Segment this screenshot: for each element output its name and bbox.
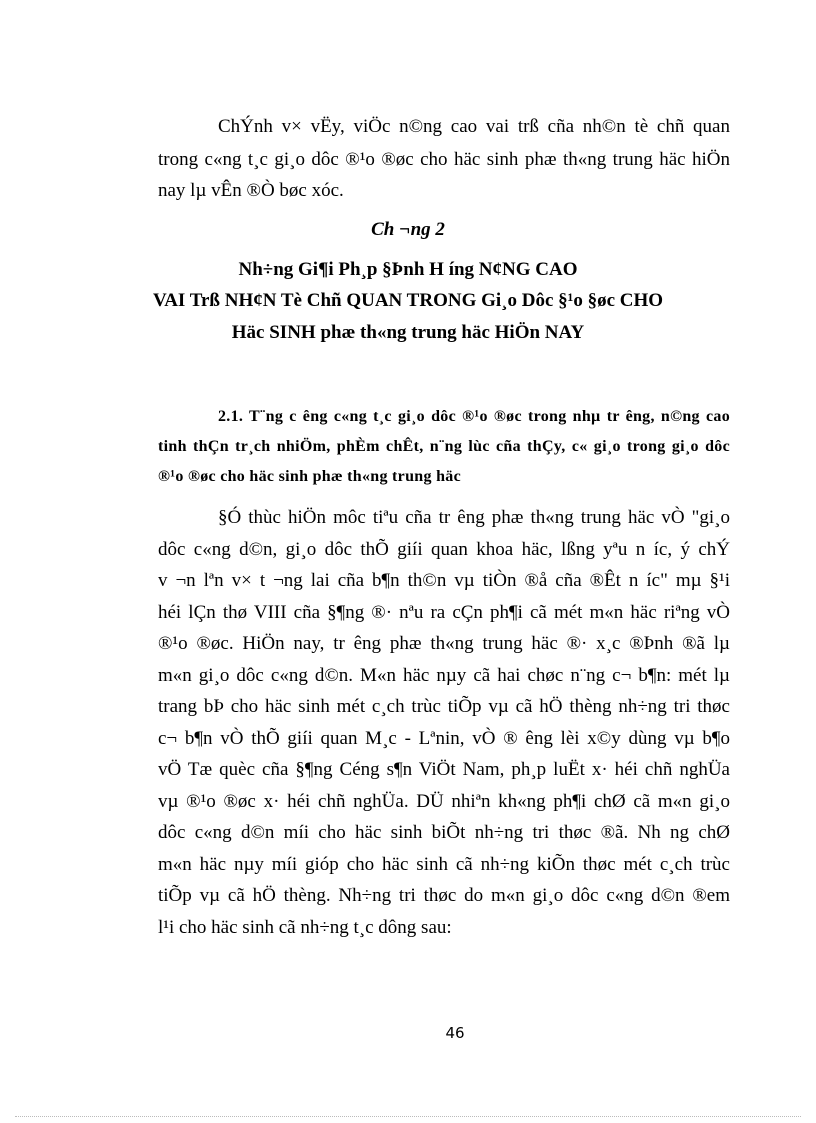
text-line: l¹i cho häc sinh cã nh÷ng t¸c dông sau: — [158, 916, 452, 938]
text-line: ®¹o ®øc. HiÖn nay, tr êng phæ th«ng trung häc ®· x¸c ®Þnh ®ã lµ — [158, 633, 730, 654]
text-line: c¬ b¶n vÒ thÕ giíi quan M¸c - Lªnin, vÒ ® êng lèi x©y dùng vµ b¶o — [158, 727, 730, 749]
page-boundary-divider — [15, 1116, 801, 1117]
chapter-title-line: VAI Trß NH¢N Tè Chñ QUAN TRONG Gi¸o Dôc §¹o §øc CHO — [152, 290, 664, 311]
text-line: m«n gi¸o dôc c«ng d©n. M«n häc nµy cã hai chøc n¨ng c¬ b¶n: mét lµ — [158, 664, 730, 686]
text-line: v ¬n lªn v× t ¬ng lai cña b¶n th©n vµ tiÒn ®å cña ®Êt n íc" mµ §¹i — [158, 570, 730, 591]
text-line: trong c«ng t¸c gi¸o dôc ®¹o ®øc cho häc sinh phæ th«ng trung häc hiÖn — [158, 149, 730, 170]
section-heading-line: ®¹o ®øc cho häc sinh phæ th«ng trung häc — [158, 468, 461, 485]
chapter-title-line: Häc SINH phæ th«ng trung häc HiÖn NAY — [231, 322, 585, 343]
section-heading-line: 2.1. T¨ng c êng c«ng t¸c gi¸o dôc ®¹o ®øc trong nhµ tr êng, n©ng cao — [218, 408, 730, 425]
page-number: 46 — [445, 1024, 465, 1042]
chapter-title-line: Nh÷ng Gi¶i Ph¸p §Þnh H íng N¢NG CAO — [238, 259, 578, 280]
text-line: nay lµ vÊn ®Ò bøc xóc. — [158, 180, 344, 201]
text-line: m«n häc nµy míi gióp cho häc sinh cã nh÷ng kiÕn thøc mét c¸ch trùc — [158, 853, 730, 875]
text-line: tiÕp vµ cã hÖ thèng. Nh÷ng tri thøc do m«n gi¸o dôc c«ng d©n ®em — [158, 885, 730, 906]
text-line: ChÝnh v× vËy, viÖc n©ng cao vai trß cña nh©n tè chñ quan — [218, 116, 730, 137]
text-line: dôc c«ng d©n míi cho häc sinh biÕt nh÷ng tri thøc ®ã. Nh ng chØ — [158, 822, 730, 843]
chapter-label: Ch ¬ng 2 — [371, 219, 445, 240]
text-line: §Ó thùc hiÖn môc tiªu cña tr êng phæ th«ng trung häc vÒ "gi¸o — [218, 507, 730, 528]
text-line: vÖ Tæ quèc cña §¶ng Céng s¶n ViÖt Nam, ph¸p luËt x· héi chñ nghÜa — [158, 759, 730, 780]
text-line: vµ ®¹o ®øc x· héi chñ nghÜa. DÜ nhiªn kh«ng ph¶i chØ cã m«n gi¸o — [158, 790, 730, 812]
text-line: trang bÞ cho häc sinh mét c¸ch trùc tiÕp vµ cã hÖ thèng nh÷ng tri thøc — [158, 696, 730, 717]
section-heading-line: tinh thÇn tr¸ch nhiÖm, phÈm chÊt, n¨ng lùc cña thÇy, c« gi¸o trong gi¸o dôc — [158, 438, 730, 455]
text-line: dôc c«ng d©n, gi¸o dôc thÕ giíi quan khoa häc, lßng yªu n íc, ý chÝ — [158, 538, 730, 560]
text-line: héi lÇn thø VIII cña §¶ng ®· nªu ra cÇn ph¶i cã mét m«n häc riªng vÒ — [158, 601, 730, 623]
